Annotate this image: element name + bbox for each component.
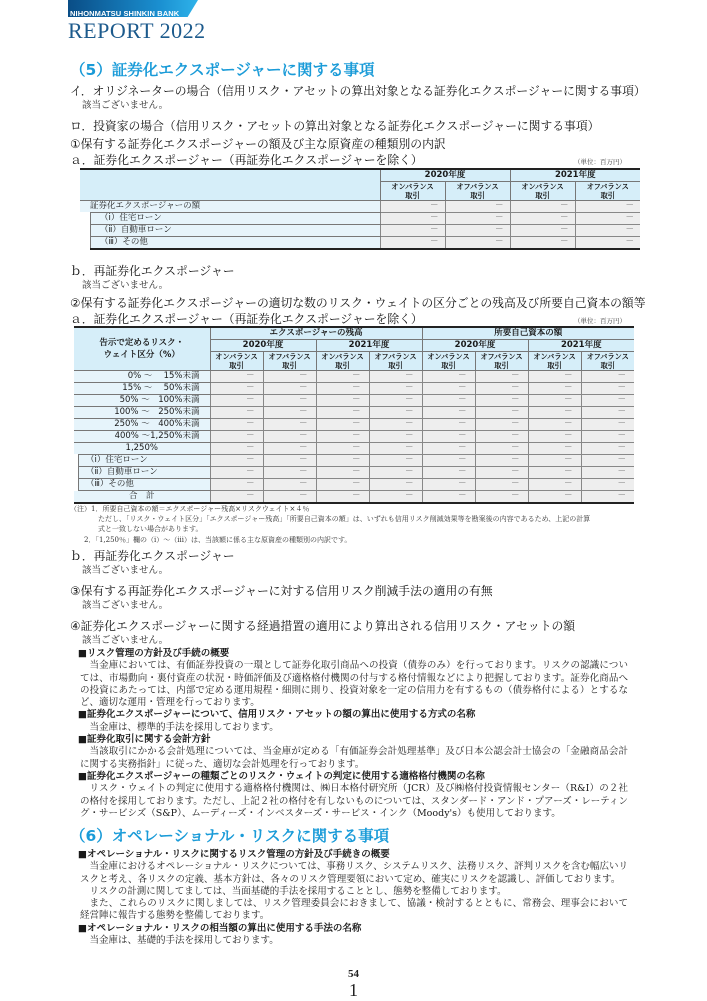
cell-value: －: [581, 491, 634, 504]
cell-value: －: [510, 237, 575, 250]
cell-value: －: [263, 479, 316, 491]
cell-value: －: [581, 407, 634, 419]
cell-value: －: [581, 479, 634, 491]
cell-value: －: [445, 225, 510, 237]
cell-value: －: [369, 371, 422, 383]
policy-text: リスク・ウェイトの判定に使用する適格格付機関は、㈱日本格付研究所（JCR）及び㈱格付投資情報センター（R&I）の２社の格付を採用しております。ただし、上記２社の格付を有しないものについては、スタンダード・アンド・プアーズ・レーティング・サービシズ（S&P）、ムーディーズ・インベスターズ・サービス・インク（Moody's）も使用しております。: [80, 783, 628, 819]
group-header: エクスポージャーの残高: [210, 327, 422, 340]
note-line: （注）1．所要自己資本の額＝エクスポージャー残高×リスクウェイト×４％: [70, 505, 310, 513]
policy-title: ■証券化取引に関する会計方針: [78, 734, 211, 746]
balance-type-header: オンバランス 取引: [380, 182, 445, 201]
cell-value: －: [369, 383, 422, 395]
policy-text: 当金庫は、基礎的手法を採用しております。: [89, 935, 279, 947]
cell-value: －: [380, 237, 445, 250]
table-row: [80, 237, 640, 250]
cell-value: －: [210, 491, 263, 504]
bank-name: NIHONMATSU SHINKIN BANK: [70, 9, 180, 18]
table-row: [80, 201, 640, 213]
table-row: [74, 455, 634, 467]
cell-value: －: [581, 467, 634, 479]
cell-value: －: [263, 383, 316, 395]
row-label: 50% ～ 100%未満: [74, 395, 210, 407]
cell-value: －: [510, 201, 575, 213]
cell-value: －: [422, 455, 475, 467]
cell-value: －: [316, 455, 369, 467]
q1b-text: 該当ございません。: [82, 280, 169, 291]
cell-value: －: [210, 407, 263, 419]
cell-value: －: [316, 443, 369, 455]
table-row: [80, 213, 640, 225]
row-label: （ⅲ）その他: [80, 237, 380, 250]
cell-value: －: [316, 467, 369, 479]
row-label: 100% ～ 250%未満: [74, 407, 210, 419]
balance-type-header: オンバランス 取引: [510, 182, 575, 201]
cell-value: －: [422, 383, 475, 395]
originator-text: 該当ございません。: [82, 100, 169, 111]
cell-value: －: [475, 371, 528, 383]
group-header: 所要自己資本の額: [422, 327, 634, 340]
policy-text: 当該取引にかかる会計処理については、当金庫が定める「有価証券会計処理基準」及び日本公認会計士協会の「金融商品会計に関する実務指針」に従った、適切な会計処理を行っております。: [80, 746, 628, 770]
cell-value: －: [380, 225, 445, 237]
cell-value: －: [475, 395, 528, 407]
risk-weight-table: [70, 326, 634, 504]
cell-value: －: [422, 479, 475, 491]
table-row: [74, 467, 634, 479]
cell-value: －: [422, 467, 475, 479]
cell-value: －: [528, 491, 581, 504]
cell-value: －: [316, 479, 369, 491]
cell-value: －: [528, 407, 581, 419]
cell-value: －: [210, 467, 263, 479]
policy-text: 当金庫においては、有価証券投資の一環として証券化取引商品への投資（債券のみ）を行っております。リスクの認識については、市場動向・裏付資産の状況・時価評価及び適格格付機関の付与する格付情報などにより把握しております。証券化商品への投資にあたっては、内部で定める運用規程・細則に則り、投資対象を一定の信用力を有するもの（債券格付による）とするなど、適切な運用・管理を行っております。: [80, 660, 628, 709]
row-label: 400% ～1,250%未満: [74, 431, 210, 443]
q3-heading: ③保有する再証券化エクスポージャーに対する信用リスク削減手法の適用の有無: [70, 584, 493, 598]
cell-value: －: [581, 371, 634, 383]
cell-value: －: [316, 419, 369, 431]
cell-value: －: [369, 419, 422, 431]
balance-type-header: オフバランス 取引: [575, 182, 640, 201]
sub-page-number: 1: [349, 980, 358, 1000]
cell-value: －: [475, 443, 528, 455]
q4-heading: ④証券化エクスポージャーに関する経過措置の適用により算出される信用リスク・アセットの額: [70, 619, 576, 633]
cell-value: －: [475, 431, 528, 443]
row-label: 1,250%: [74, 443, 210, 455]
cell-value: －: [369, 467, 422, 479]
row-label: 合 計: [74, 491, 210, 504]
page-number: 54: [348, 968, 359, 980]
cell-value: －: [369, 479, 422, 491]
balance-type-header: オフバランス 取引: [475, 352, 528, 371]
cell-value: －: [263, 431, 316, 443]
policy-text: また、これらのリスクに関しましては、リスク管理委員会におきまして、協議・検討するとともに、常務会、理事会において経営陣に報告する態勢を整備しております。: [80, 898, 628, 922]
policy-text: 当金庫におけるオペレーショナル・リスクについては、事務リスク、システムリスク、法務リスク、評判リスクを含む幅広いリスクと考え、各リスクの定義、基本方針は、各々のリスク管理要領において定め、確実にリスクを認識し、評価しております。: [80, 861, 628, 885]
cell-value: －: [422, 371, 475, 383]
table-row: [74, 383, 634, 395]
cell-value: －: [210, 455, 263, 467]
table-row: [74, 479, 634, 491]
year-header: 2021年度: [528, 340, 634, 352]
table-row: [74, 491, 634, 504]
cell-value: －: [581, 455, 634, 467]
note-line: 2．「1,250％」欄の（ⅰ）～（ⅲ）は、当該額に係る主な原資産の種類別の内訳です。: [84, 536, 352, 544]
cell-value: －: [528, 419, 581, 431]
q1b-heading: ｂ．再証券化エクスポージャー: [70, 264, 235, 278]
table-row: [74, 431, 634, 443]
cell-value: －: [475, 419, 528, 431]
cell-value: －: [445, 237, 510, 250]
balance-type-header: オンバランス 取引: [210, 352, 263, 371]
year-header: 2021年度: [316, 340, 422, 352]
q4-text: 該当ございません。: [82, 635, 169, 646]
cell-value: －: [263, 407, 316, 419]
cell-value: －: [316, 371, 369, 383]
policy-text: リスクの計測に関してましては、当面基礎的手法を採用することとし、態勢を整備しております。: [89, 885, 507, 897]
q2b-heading: ｂ．再証券化エクスポージャー: [70, 549, 235, 563]
row-label: （ⅰ）住宅ローン: [74, 455, 210, 467]
cell-value: －: [422, 443, 475, 455]
q2a-heading: ａ．証券化エクスポージャー（再証券化エクスポージャーを除く）: [70, 312, 423, 326]
note-line: 式と一致しない場合があります。: [98, 525, 203, 533]
cell-value: －: [380, 213, 445, 225]
table-row: [74, 443, 634, 455]
cell-value: －: [316, 383, 369, 395]
balance-type-header: オフバランス 取引: [581, 352, 634, 371]
cell-value: －: [528, 383, 581, 395]
cell-value: －: [528, 371, 581, 383]
risk-weight-corner: 告示で定めるリスク・ ウェイト区分（%）: [74, 327, 210, 371]
cell-value: －: [581, 431, 634, 443]
cell-value: －: [475, 491, 528, 504]
cell-value: －: [380, 201, 445, 213]
section5-title: （5）証券化エクスポージャーに関する事項: [70, 61, 375, 79]
policy-title: ■リスク管理の方針及び手続の概要: [78, 648, 230, 659]
table-row: [80, 225, 640, 237]
cell-value: －: [528, 479, 581, 491]
q1a-heading: ａ．証券化エクスポージャー（再証券化エクスポージャーを除く）: [70, 153, 423, 167]
cell-value: －: [575, 213, 640, 225]
q2b-text: 該当ございません。: [82, 565, 169, 576]
cell-value: －: [210, 371, 263, 383]
unit-label-1: （単位：百万円）: [574, 158, 626, 166]
cell-value: －: [475, 383, 528, 395]
cell-value: －: [510, 213, 575, 225]
cell-value: －: [528, 395, 581, 407]
cell-value: －: [316, 407, 369, 419]
report-title: REPORT 2022: [68, 18, 206, 43]
balance-type-header: オフバランス 取引: [445, 182, 510, 201]
section5-policies: [80, 648, 628, 820]
row-label: （ⅱ）自動車ローン: [74, 467, 210, 479]
year-header: 2020年度: [422, 340, 528, 352]
cell-value: －: [369, 395, 422, 407]
cell-value: －: [263, 443, 316, 455]
cell-value: －: [581, 383, 634, 395]
policy-title: ■証券化エクスポージャーの種類ごとのリスク・ウェイトの判定に使用する適格格付機関の名称: [78, 770, 485, 782]
cell-value: －: [445, 201, 510, 213]
q2-heading: ②保有する証券化エクスポージャーの適切な数のリスク・ウェイトの区分ごとの残高及び所要自己資本の額等: [70, 296, 646, 310]
row-label: （ⅲ）その他: [74, 479, 210, 491]
cell-value: －: [422, 431, 475, 443]
cell-value: －: [263, 395, 316, 407]
balance-type-header: オフバランス 取引: [369, 352, 422, 371]
cell-value: －: [263, 419, 316, 431]
cell-value: －: [210, 395, 263, 407]
policy-title: ■証券化エクスポージャーについて、信用リスク・アセットの額の算出に使用する方式の名称: [78, 709, 476, 721]
cell-value: －: [369, 491, 422, 504]
cell-value: －: [316, 491, 369, 504]
securitization-table-1: [70, 168, 640, 250]
q3-text: 該当ございません。: [82, 600, 169, 611]
cell-value: －: [263, 491, 316, 504]
table-row: [74, 395, 634, 407]
year-header: 2021年度: [510, 169, 640, 182]
balance-type-header: オフバランス 取引: [263, 352, 316, 371]
cell-value: －: [581, 443, 634, 455]
table-row: [74, 419, 634, 431]
policy-text: 当金庫は、標準的手法を採用しております。: [89, 721, 279, 733]
section6-title: （6）オペレーショナル・リスクに関する事項: [70, 827, 390, 845]
cell-value: －: [316, 395, 369, 407]
year-header: 2020年度: [380, 169, 510, 182]
cell-value: －: [210, 383, 263, 395]
cell-value: －: [263, 467, 316, 479]
cell-value: －: [369, 443, 422, 455]
cell-value: －: [528, 467, 581, 479]
balance-type-header: オンバランス 取引: [528, 352, 581, 371]
cell-value: －: [575, 201, 640, 213]
cell-value: －: [263, 371, 316, 383]
cell-value: －: [575, 225, 640, 237]
cell-value: －: [475, 467, 528, 479]
row-label: （ⅰ）住宅ローン: [80, 213, 380, 225]
cell-value: －: [475, 407, 528, 419]
cell-value: －: [422, 395, 475, 407]
cell-value: －: [210, 419, 263, 431]
cell-value: －: [581, 419, 634, 431]
section6-policies: [80, 849, 628, 947]
row-label: 0% ～ 15%未満: [74, 371, 210, 383]
cell-value: －: [581, 395, 634, 407]
q1-heading: ①保有する証券化エクスポージャーの額及び主な原資産の種類別の内訳: [70, 137, 446, 151]
row-label: 証券化エクスポージャーの額: [80, 201, 380, 213]
cell-value: －: [369, 431, 422, 443]
row-label: 15% ～ 50%未満: [74, 383, 210, 395]
cell-value: －: [210, 479, 263, 491]
balance-type-header: オンバランス 取引: [316, 352, 369, 371]
cell-value: －: [316, 431, 369, 443]
cell-value: －: [369, 407, 422, 419]
cell-value: －: [445, 213, 510, 225]
cell-value: －: [422, 419, 475, 431]
cell-value: －: [422, 407, 475, 419]
policy-title: ■オペレーショナル・リスクの相当額の算出に使用する手法の名称: [78, 922, 362, 934]
balance-type-header: オンバランス 取引: [422, 352, 475, 371]
cell-value: －: [263, 455, 316, 467]
cell-value: －: [475, 455, 528, 467]
row-label: 250% ～ 400%未満: [74, 419, 210, 431]
cell-value: －: [510, 225, 575, 237]
policy-title: ■オペレーショナル・リスクに関するリスク管理の方針及び手続きの概要: [78, 849, 390, 860]
table-row: [74, 371, 634, 383]
cell-value: －: [575, 237, 640, 250]
note-line: ただし、「リスク・ウェイト区分」「エクスポージャー残高」「所要自己資本の額」は、いずれも信用リスク削減効果等を勘案後の内容であるため、上記の計算: [98, 515, 591, 523]
table-row: [74, 407, 634, 419]
unit-label-2: （単位：百万円）: [574, 317, 626, 325]
cell-value: －: [528, 455, 581, 467]
investor-heading: ロ．投資家の場合（信用リスク・アセットの算出対象となる証券化エクスポージャーに関する事項）: [70, 119, 600, 133]
cell-value: －: [422, 491, 475, 504]
cell-value: －: [210, 443, 263, 455]
cell-value: －: [475, 479, 528, 491]
cell-value: －: [528, 431, 581, 443]
cell-value: －: [528, 443, 581, 455]
originator-heading: イ．オリジネーターの場合（信用リスク・アセットの算出対象となる証券化エクスポージャーに関する事項）: [70, 84, 646, 98]
year-header: 2020年度: [210, 340, 316, 352]
cell-value: －: [210, 431, 263, 443]
row-label: （ⅱ）自動車ローン: [80, 225, 380, 237]
cell-value: －: [369, 455, 422, 467]
